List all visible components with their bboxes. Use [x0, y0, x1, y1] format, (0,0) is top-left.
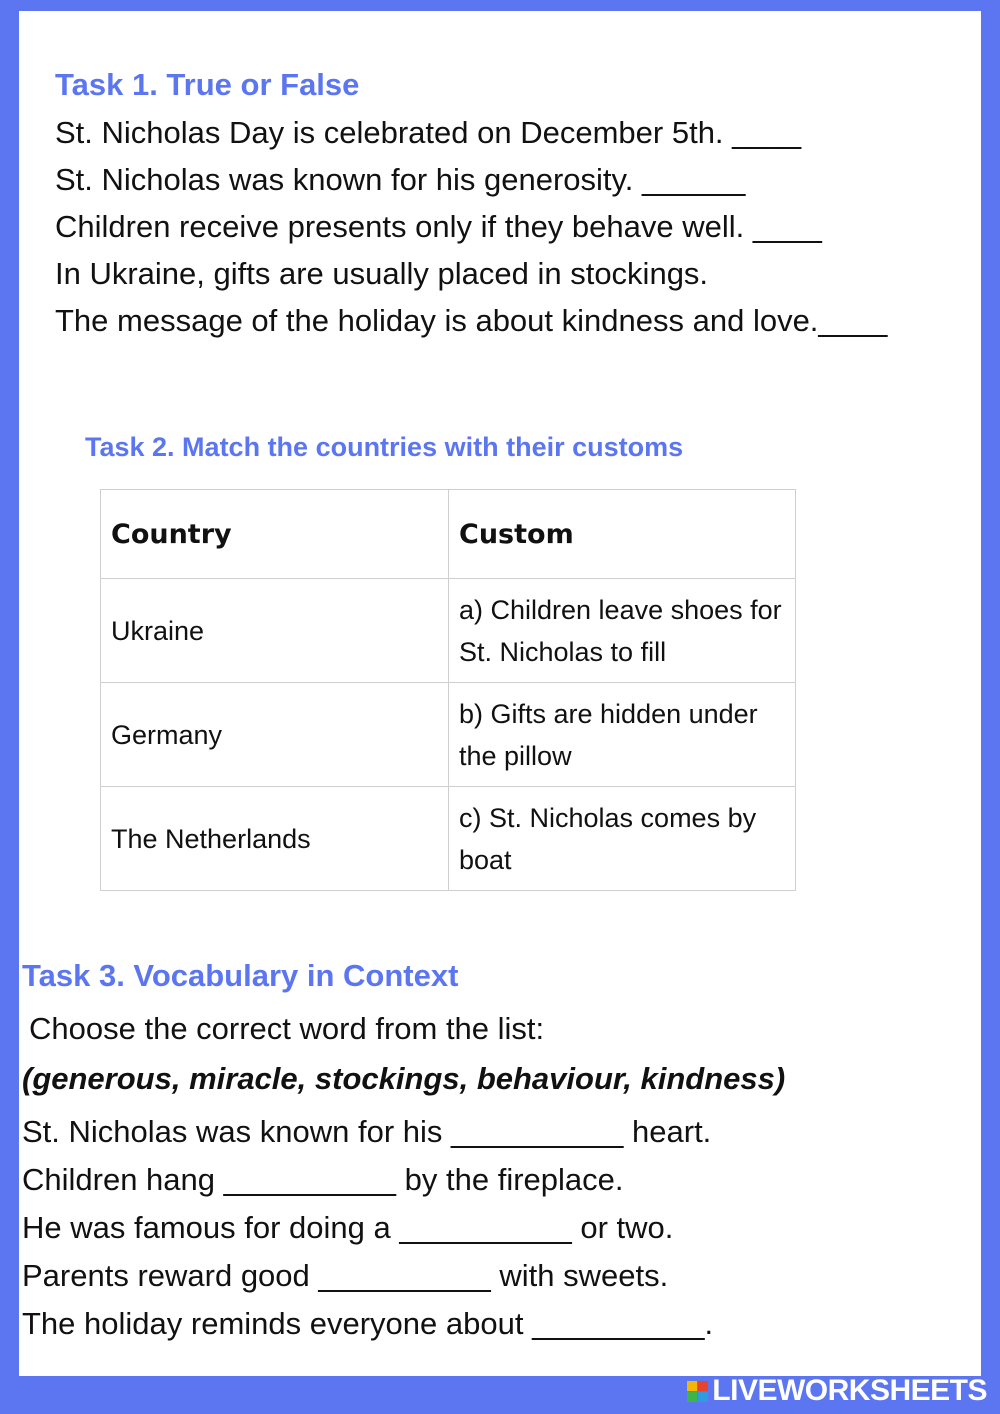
custom-cell: b) Gifts are hidden under the pillow: [449, 683, 796, 787]
task1-statement: St. Nicholas was known for his generosity. ______: [55, 162, 746, 197]
task3-title: Task 3. Vocabulary in Context: [22, 958, 459, 993]
task3-sentence: Parents reward good __________ with sweets.: [22, 1258, 669, 1293]
task3-sentence: St. Nicholas was known for his __________ heart.: [22, 1114, 712, 1149]
table-row: [101, 787, 796, 891]
table-row: [101, 683, 796, 787]
table-row: [101, 579, 796, 683]
country-cell: Ukraine: [101, 579, 449, 683]
task1-title: Task 1. True or False: [55, 67, 360, 102]
task2-title: Task 2. Match the countries with their customs: [85, 432, 684, 462]
task3-sentences: [22, 1108, 713, 1348]
custom-cell: c) St. Nicholas comes by boat: [449, 787, 796, 891]
customs-table: [100, 489, 796, 891]
country-cell: The Netherlands: [101, 787, 449, 891]
task1-statement: In Ukraine, gifts are usually placed in stockings.: [55, 256, 709, 291]
task1-statement: St. Nicholas Day is celebrated on December 5th. ____: [55, 115, 802, 150]
column-header-country: Country: [101, 490, 449, 579]
table-header-row: [101, 490, 796, 579]
task3-instruction: Choose the correct word from the list:: [29, 1011, 545, 1046]
task1-statement: The message of the holiday is about kindness and love.____: [55, 303, 888, 338]
task3-sentence: Children hang __________ by the fireplace.: [22, 1162, 624, 1197]
task1-statement: Children receive presents only if they behave well. ____: [55, 209, 822, 244]
liveworksheets-logo-icon: [687, 1381, 708, 1402]
country-cell: Germany: [101, 683, 449, 787]
column-header-custom: Custom: [449, 490, 796, 579]
task3-sentence: He was famous for doing a __________ or two.: [22, 1210, 674, 1245]
task1-statements: [55, 109, 887, 344]
liveworksheets-logo: [687, 1374, 987, 1408]
logo-text: LIVEWORKSHEETS: [712, 1374, 987, 1407]
worksheet-page: [19, 11, 981, 1376]
task3-sentence: The holiday reminds everyone about __________.: [22, 1306, 714, 1341]
custom-cell: a) Children leave shoes for St. Nicholas to fill: [449, 579, 796, 683]
task3-word-list: (generous, miracle, stockings, behaviour, kindness): [22, 1061, 786, 1096]
